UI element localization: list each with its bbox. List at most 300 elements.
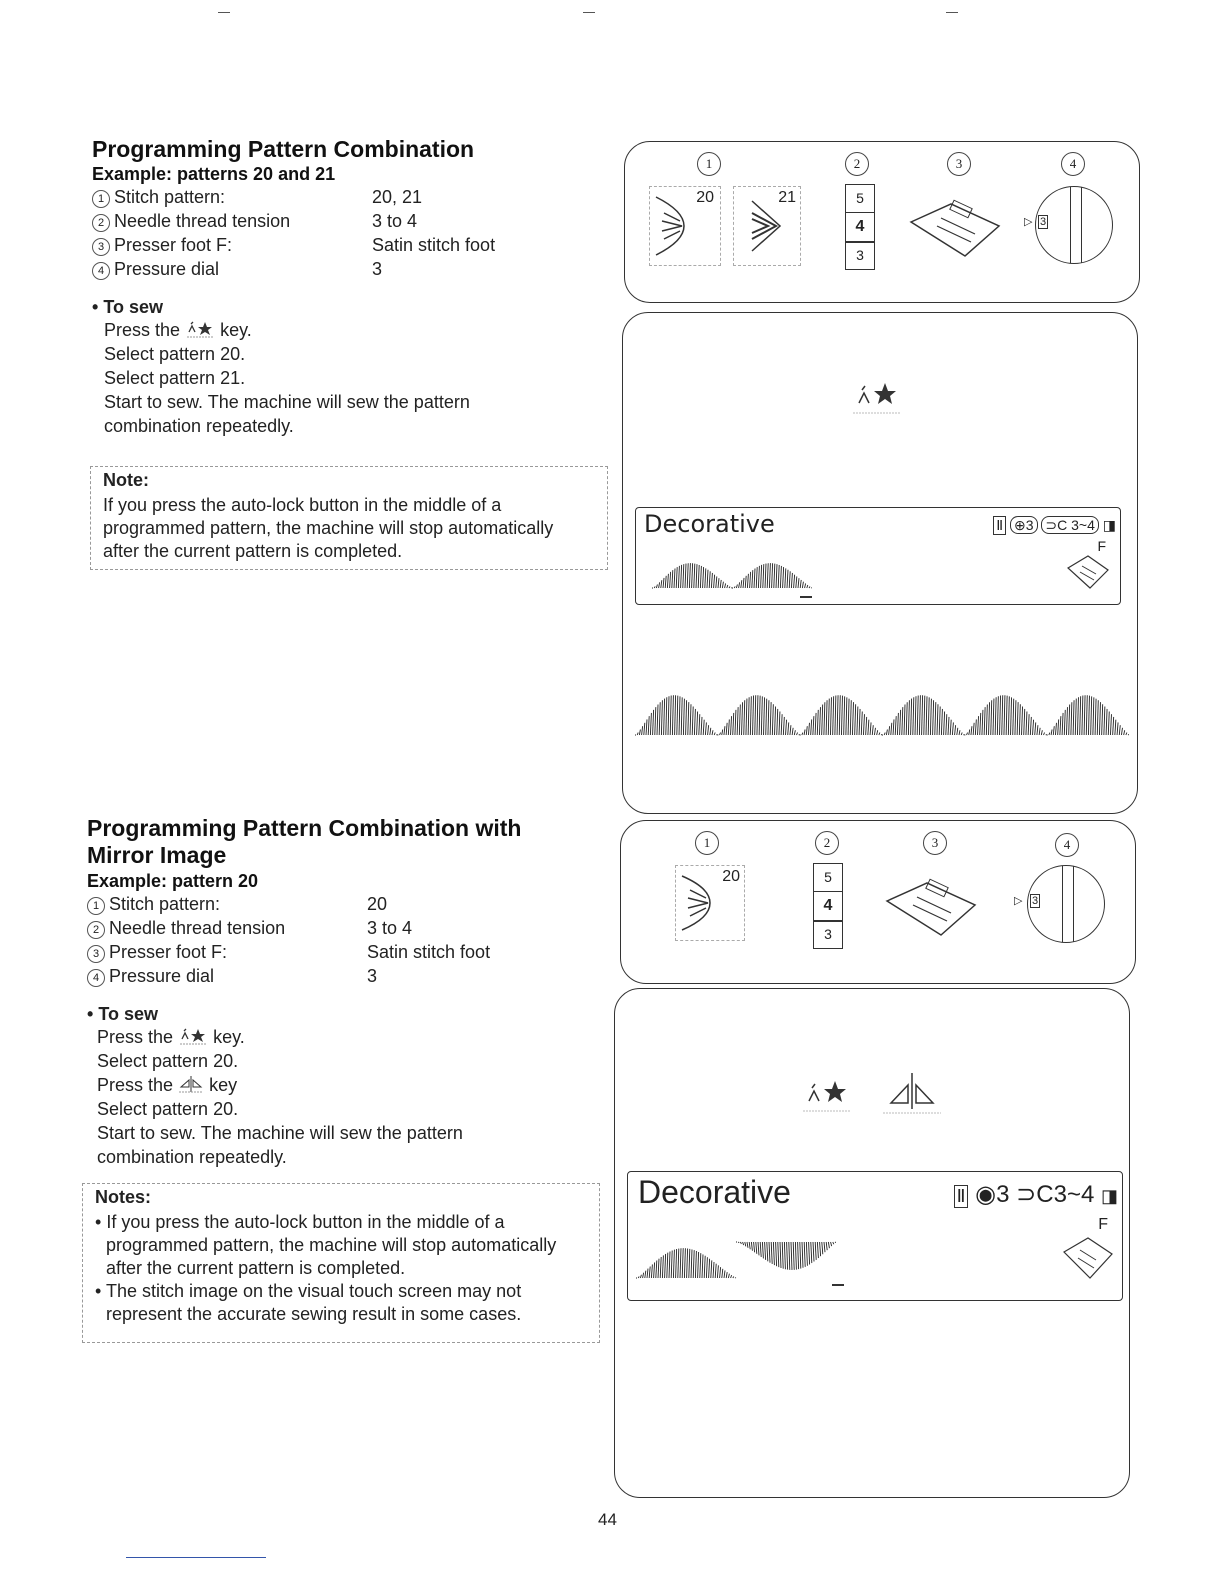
stitch-line — [937, 704, 938, 735]
stitch-line — [720, 733, 721, 735]
program-key-icon — [803, 1075, 851, 1115]
stitch-line — [778, 1242, 779, 1267]
stitch-line — [795, 1242, 796, 1270]
setting-value: 3 to 4 — [367, 918, 413, 938]
stitch-line — [820, 1242, 821, 1256]
figure-number: 4 — [1061, 152, 1085, 176]
stitch-line — [926, 696, 927, 735]
step-1 — [97, 1025, 607, 1049]
foot-letter: F — [1097, 538, 1106, 554]
stitch-line — [693, 1250, 694, 1278]
stitch-line — [638, 1277, 639, 1278]
stitch-line — [831, 1242, 832, 1246]
stitch-line — [791, 573, 792, 588]
stitch-line — [959, 730, 960, 735]
stitch-line — [793, 1242, 794, 1270]
stitch-line — [654, 1262, 655, 1278]
stitch-line — [735, 710, 736, 735]
stitch-line — [1124, 730, 1125, 735]
stitch-line — [948, 717, 949, 735]
stitch-line — [800, 1242, 801, 1269]
stitch-line — [798, 1242, 799, 1269]
setting-label: Presser foot F: — [109, 942, 228, 962]
setting-value: 3 — [367, 966, 378, 986]
stitch-line — [655, 707, 656, 735]
stitch-line — [776, 564, 777, 588]
figure-number: 3 — [947, 152, 971, 176]
setting-value: 3 — [372, 259, 383, 279]
figure1-screen-panel — [622, 312, 1138, 814]
lcd-screen — [627, 1171, 1123, 1301]
stitch-line — [737, 707, 738, 735]
stitch-line — [815, 1242, 816, 1260]
stitch-line — [758, 1242, 759, 1255]
stitch-line — [1049, 733, 1050, 735]
stitch-line — [874, 728, 875, 735]
stitch-line — [1028, 714, 1029, 735]
stitch-line — [798, 578, 799, 588]
to-sew-block — [87, 1004, 607, 1169]
stitch-line — [747, 1242, 748, 1248]
stitch-line — [1099, 702, 1100, 735]
stitch-line — [817, 1242, 818, 1258]
stitch-line — [675, 695, 676, 735]
stitch-line — [747, 574, 748, 588]
stitch-line — [648, 716, 649, 735]
figure-number: 4 — [1055, 833, 1079, 857]
tension-indicator: ⊕3 — [1010, 516, 1038, 534]
stitch-line — [694, 709, 695, 735]
stitch-line — [897, 713, 898, 735]
stitch-line — [1013, 699, 1014, 735]
pressure-indicator-icon: ◨ — [1102, 517, 1116, 533]
stitch-line — [738, 1242, 739, 1243]
stitch-line — [718, 578, 719, 588]
stitch-line — [705, 722, 706, 735]
program-key-icon — [853, 377, 901, 417]
stitch-line — [861, 711, 862, 735]
page-number: 44 — [598, 1510, 617, 1529]
stitch-line — [687, 563, 688, 588]
stitch-line — [716, 576, 717, 588]
figure-number: 2 — [845, 152, 869, 176]
stitch-line — [731, 1275, 732, 1278]
setting-label: Pressure dial — [114, 259, 220, 279]
stitch-line — [941, 709, 942, 735]
stitch-line — [704, 1256, 705, 1278]
stitch-line — [769, 563, 770, 588]
stitch-line — [661, 700, 662, 735]
stitch-line — [764, 697, 765, 735]
stitch-line — [720, 1267, 721, 1278]
note-item: • If you press the auto-lock button in the middle of a programmed pattern, the machine will stop automatically after the current pattern is completed. — [95, 1211, 599, 1280]
stitch-line — [772, 704, 773, 735]
stitch-line — [788, 722, 789, 735]
stitch-line — [815, 713, 816, 735]
stitch-line — [763, 564, 764, 588]
stitch-line — [1066, 707, 1067, 735]
stitch-line — [777, 709, 778, 735]
stitch-line — [1073, 700, 1074, 735]
tension-value: 3 — [824, 926, 832, 942]
setting-row — [92, 211, 612, 235]
stitch-line — [789, 1242, 790, 1270]
dial-pointer-icon: ▷ — [1014, 895, 1023, 907]
stitch-line — [726, 723, 727, 735]
step-4b: combination repeatedly. — [104, 416, 294, 436]
stitch-line — [686, 700, 687, 735]
stitch-line — [1126, 733, 1127, 735]
stitch-line — [868, 720, 869, 735]
stitch-line — [711, 1260, 712, 1278]
stitch-line — [677, 696, 678, 735]
note-line: after the current pattern is completed. — [106, 1258, 406, 1278]
stitch-line — [830, 697, 831, 735]
stitch-line — [835, 696, 836, 735]
setting-label: Presser foot F: — [114, 235, 233, 255]
dial-mark: 3 — [1040, 216, 1047, 228]
stitch-line — [703, 567, 704, 588]
setting-row — [87, 918, 607, 942]
stitch-line — [1082, 696, 1083, 735]
stitch-line — [787, 1242, 788, 1270]
stitch-line — [646, 719, 647, 735]
stitch-line — [722, 1269, 723, 1278]
stitch-line — [712, 730, 713, 735]
range-value: 3~4 — [1053, 1181, 1095, 1208]
section2-title-line1: Programming Pattern Combination with — [87, 815, 522, 841]
stitch-line — [980, 713, 981, 735]
stitch-line — [804, 1242, 805, 1267]
stitch-line — [783, 717, 784, 735]
stitch-line — [787, 570, 788, 588]
stitch-line — [657, 705, 658, 735]
tension-value: 4 — [846, 213, 874, 242]
section2-notes-box — [82, 1183, 600, 1343]
stitch-line — [805, 583, 806, 588]
stitch-line — [644, 723, 645, 735]
stitch-line — [717, 1265, 718, 1278]
stitch-line — [984, 707, 985, 735]
stitch-line — [993, 699, 994, 735]
setting-row — [87, 894, 607, 918]
pattern-number: 20 — [696, 189, 714, 206]
stitch-line — [915, 696, 916, 735]
stitch-line — [1017, 702, 1018, 735]
stitch-line — [774, 564, 775, 588]
foot-letter: F — [1098, 1216, 1108, 1233]
stitch-line — [756, 567, 757, 588]
stitch-line — [884, 733, 885, 735]
stitch-line — [792, 728, 793, 735]
stitch-line — [944, 711, 945, 735]
pressure-indicator-icon: ◨ — [1100, 1186, 1118, 1206]
stitch-line — [955, 725, 956, 735]
stitch-line — [1106, 709, 1107, 735]
stitch-line — [950, 720, 951, 735]
stitch-line — [757, 695, 758, 735]
stitch-line — [708, 725, 709, 735]
stitch-line — [758, 566, 759, 588]
stitch-line — [754, 1242, 755, 1252]
stitch-line — [746, 699, 747, 735]
stitch-line — [785, 568, 786, 588]
stitch-line — [647, 1269, 648, 1278]
section2 — [87, 815, 607, 1169]
stitch-line — [782, 1242, 783, 1269]
stitch-line — [689, 1249, 690, 1278]
stitch-line — [661, 580, 662, 588]
stitch-line — [772, 563, 773, 588]
stitch-line — [742, 702, 743, 735]
stitch-line — [680, 1248, 681, 1278]
stitch-line — [768, 700, 769, 735]
stitch-line — [852, 702, 853, 735]
stitch-line — [904, 705, 905, 735]
stitch-line — [645, 1271, 646, 1278]
step-text: Press the — [104, 320, 181, 340]
stitch-line — [691, 1249, 692, 1278]
stitch-line — [715, 1264, 716, 1278]
stitch-line — [683, 564, 684, 588]
stitch-line — [676, 567, 677, 588]
stitch-line — [789, 571, 790, 588]
stitch-line — [917, 696, 918, 735]
stitch-line — [761, 696, 762, 735]
stitch-line — [682, 1248, 683, 1278]
step-1 — [104, 318, 612, 342]
presser-foot-icon — [1060, 1234, 1116, 1282]
stitch-line — [859, 709, 860, 735]
section1 — [92, 136, 612, 438]
stitch-line — [877, 730, 878, 735]
stitch-line — [906, 702, 907, 735]
stitch-line — [1086, 695, 1087, 735]
stitch-line — [694, 564, 695, 588]
stitch-line — [922, 695, 923, 735]
setting-row — [92, 235, 612, 259]
stitch-line — [669, 1251, 670, 1278]
length-indicator: ⊃C3~4 — [1016, 1181, 1095, 1208]
stitch-line — [900, 710, 901, 735]
stitch-line — [700, 1253, 701, 1278]
number-badge: 2 — [87, 921, 105, 939]
stitch-line — [786, 720, 787, 735]
number-badge: 4 — [92, 262, 110, 280]
stitch-line — [928, 697, 929, 735]
stitch-line — [808, 723, 809, 735]
stitch-line — [697, 711, 698, 735]
stitch-line — [870, 722, 871, 735]
figure1-settings-panel — [624, 141, 1140, 303]
stitch-line — [1039, 728, 1040, 735]
note-line: If you press the auto-lock button in the middle of a — [106, 1212, 505, 1232]
stitch-line — [1069, 705, 1070, 735]
tension-value: 5 — [846, 185, 874, 213]
stitch-line — [1000, 696, 1001, 735]
top-mark — [583, 12, 595, 13]
stitch-line — [664, 699, 665, 735]
stitch-line — [673, 1250, 674, 1278]
presser-foot-icon — [907, 198, 1007, 262]
stitch-line — [930, 699, 931, 735]
mirror-key-icon — [178, 1075, 204, 1093]
setting-label: Needle thread tension — [114, 211, 291, 231]
stitch-line — [902, 707, 903, 735]
pressure-dial-icon — [1014, 865, 1105, 943]
stitch-line — [740, 1242, 741, 1244]
stitch-line — [837, 695, 838, 735]
stitch-line — [722, 582, 723, 588]
stitch-line — [879, 733, 880, 735]
status-value: 3 — [1025, 517, 1034, 533]
stitch-line — [659, 702, 660, 735]
stitch-line — [703, 720, 704, 735]
stitch-line — [725, 583, 726, 588]
stitch-line — [769, 1242, 770, 1263]
setting-label: Needle thread tension — [109, 918, 286, 938]
section2-title-line2: Mirror Image — [87, 842, 227, 868]
stitch-line — [802, 1242, 803, 1268]
stitch-line — [963, 734, 964, 735]
stitch-line — [700, 566, 701, 588]
tension-dial-icon — [813, 863, 843, 949]
note-title: Note: — [103, 470, 149, 490]
stitch-line — [724, 726, 725, 735]
stitch-line — [806, 726, 807, 735]
stitch-line — [670, 572, 671, 588]
stitch-line — [761, 565, 762, 588]
stitch-line — [1077, 697, 1078, 735]
stitch-line — [1051, 729, 1052, 735]
stitch-line — [800, 580, 801, 588]
stitch-line — [989, 702, 990, 735]
stitch-line — [797, 733, 798, 735]
stitch-line — [689, 563, 690, 588]
tension-value: 5 — [814, 864, 842, 892]
stitch-line — [705, 568, 706, 588]
stitch-line — [776, 1242, 777, 1266]
section1-title: Programming Pattern Combination — [92, 136, 475, 162]
number-badge: 1 — [92, 190, 110, 208]
stitch-line — [1058, 719, 1059, 735]
setting-row — [87, 966, 607, 990]
tension-indicator: ◉3 — [975, 1181, 1010, 1208]
stitch-line — [668, 696, 669, 735]
stitch-line — [1046, 734, 1047, 735]
bottom-rule — [126, 1557, 266, 1558]
stitch-line — [952, 722, 953, 735]
note-line: The stitch image on the visual touch screen may not — [105, 1281, 522, 1301]
section1-example: Example: patterns 20 and 21 — [92, 164, 336, 184]
to-sew-block — [92, 297, 612, 438]
stitch-line — [891, 723, 892, 735]
needle-icon: Ⅱ — [954, 1185, 969, 1208]
stitch-line — [780, 566, 781, 588]
figure-number: 1 — [695, 831, 719, 855]
stitch-line — [724, 1270, 725, 1278]
stitch-line — [748, 697, 749, 735]
stitch-line — [1117, 722, 1118, 735]
stitch-line — [728, 719, 729, 735]
step-4a: Start to sew. The machine will sew the pattern — [104, 392, 470, 412]
stitch-line — [720, 580, 721, 588]
stitch-line — [656, 584, 657, 588]
stitch-line — [886, 729, 887, 735]
note-line: after the current pattern is completed. — [103, 541, 403, 561]
stitch-line — [811, 1242, 812, 1263]
stitch-line — [811, 719, 812, 735]
stitch-line — [739, 705, 740, 735]
stitch-line — [997, 696, 998, 735]
stitch-line — [848, 699, 849, 735]
stitch-line — [1024, 709, 1025, 735]
stitch-line — [783, 567, 784, 588]
stitch-line — [866, 717, 867, 735]
stitch-line — [824, 702, 825, 735]
stitch-line — [986, 705, 987, 735]
step-5a: Start to sew. The machine will sew the pattern — [97, 1123, 463, 1143]
number-badge: 1 — [87, 897, 105, 915]
note-line: programmed pattern, the machine will stop automatically — [106, 1235, 557, 1255]
top-mark — [946, 12, 958, 13]
stitch-line — [1041, 730, 1042, 735]
stitch-line — [666, 697, 667, 735]
stitch-pattern-icon — [654, 191, 694, 261]
stitch-line — [679, 696, 680, 735]
stitch-line — [751, 1242, 752, 1251]
stitch-line — [739, 582, 740, 588]
setting-row — [92, 187, 612, 211]
stitch-line — [813, 716, 814, 735]
stitch-line — [678, 1249, 679, 1278]
status-value: 3 — [996, 1181, 1010, 1208]
stitch-line — [765, 564, 766, 588]
pressure-dial-icon — [1024, 186, 1113, 264]
setting-value: Satin stitch foot — [367, 942, 491, 962]
setting-value: 20 — [367, 894, 388, 914]
stitch-line — [1071, 702, 1072, 735]
stitch-line — [995, 697, 996, 735]
stitch-line — [833, 1242, 834, 1244]
stitch-line — [828, 1242, 829, 1248]
stitch-line — [1115, 720, 1116, 735]
stitch-line — [1093, 697, 1094, 735]
stitch-line — [709, 1259, 710, 1278]
cursor-mark — [800, 596, 812, 598]
stitch-line — [779, 711, 780, 735]
number-badge: 4 — [87, 969, 105, 987]
stitch-line — [1011, 697, 1012, 735]
stitch-line — [713, 1262, 714, 1278]
pattern-20-tile — [649, 186, 721, 266]
mirror-key-icon — [881, 1071, 943, 1117]
notes-title: Notes: — [95, 1187, 152, 1207]
stitch-line — [939, 706, 940, 735]
stitch-line — [982, 710, 983, 735]
stitch-line — [1128, 734, 1129, 735]
stitch-line — [722, 729, 723, 735]
screen-title: Decorative — [638, 1174, 791, 1210]
stitch-line — [1075, 699, 1076, 735]
stitch-line — [762, 1242, 763, 1258]
figure-number: 3 — [923, 831, 947, 855]
stitch-line — [991, 700, 992, 735]
stitch-line — [714, 575, 715, 588]
stitch-line — [833, 696, 834, 735]
stitch-line — [665, 1254, 666, 1278]
stitch-line — [716, 734, 717, 735]
